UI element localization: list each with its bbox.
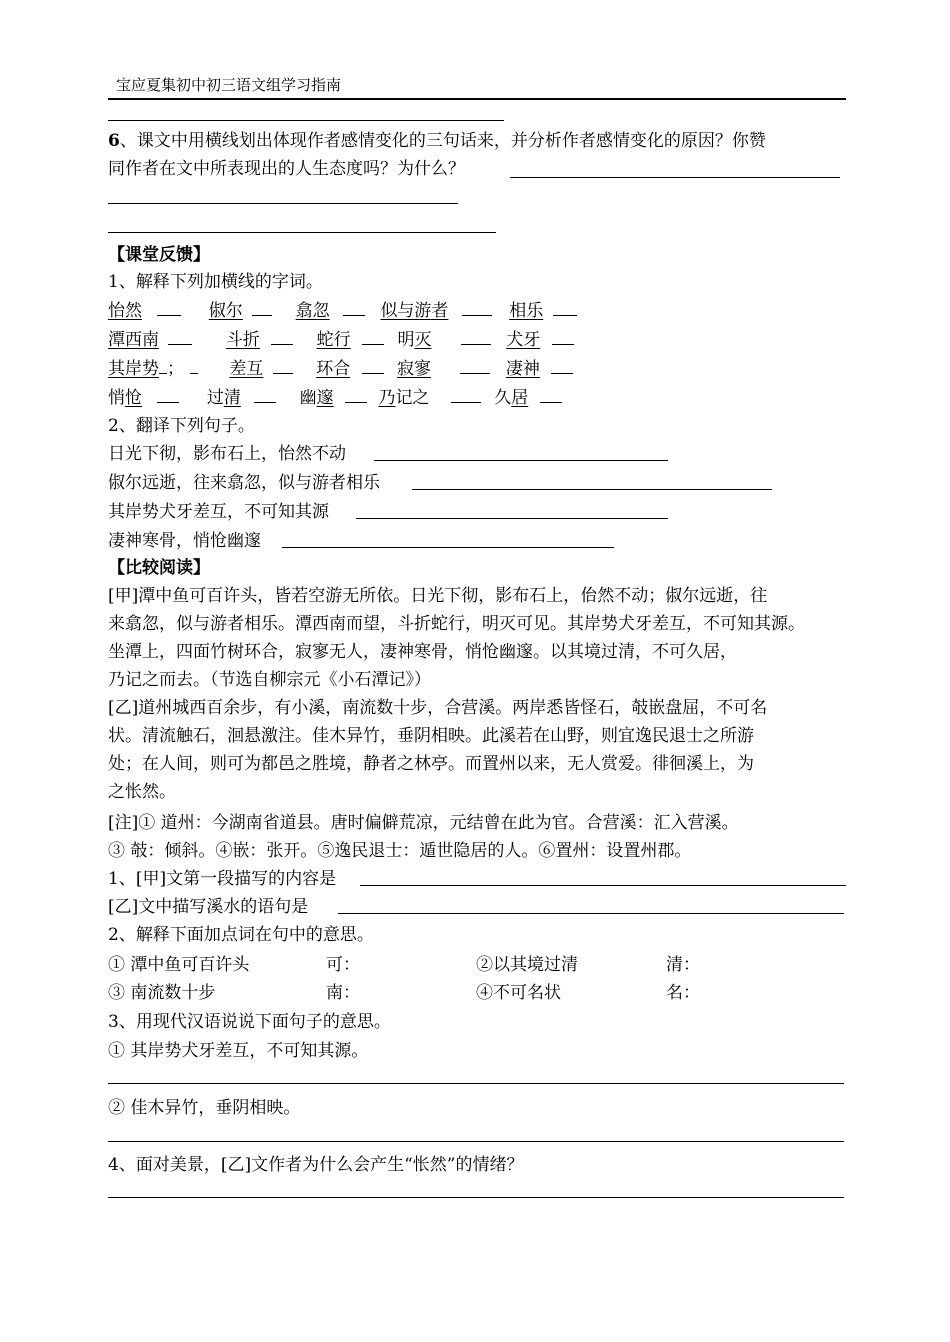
compare-q3a: ① 其岸势犬牙差互，不可知其源。 bbox=[108, 1041, 369, 1061]
passage-jia-line: 乃记之而去。（节选自柳宗元《小石潭记》） bbox=[108, 670, 431, 690]
blank bbox=[540, 384, 562, 403]
notes-line: [注]① 道州：今湖南省道县。唐时偏僻荒凉，元结曾在此为官。合营溪：汇入营溪。 bbox=[108, 813, 739, 833]
compare-q1b: [乙]文中描写溪水的语句是 bbox=[108, 897, 309, 917]
blank bbox=[157, 384, 179, 403]
compare-q4: 4、面对美景，[乙]文作者为什么会产生“怅然”的情绪？ bbox=[108, 1155, 524, 1175]
compare-q1a: 1、[甲]文第一段描写的内容是 bbox=[108, 869, 337, 889]
blank bbox=[252, 297, 272, 316]
q2-item-word: 名： bbox=[666, 983, 700, 1003]
answer-line bbox=[108, 203, 458, 204]
sentence-3: 其岸势犬牙差互，不可知其源 bbox=[108, 502, 329, 522]
compare-q2: 2、解释下面加点词在句中的意思。 bbox=[108, 925, 374, 945]
passage-yi-line: 状。清流触石，洄悬激注。佳木异竹，垂阴相映。此溪若在山野，则宜逸民退士之所游 bbox=[108, 726, 754, 746]
answer-line bbox=[412, 489, 772, 490]
blank bbox=[345, 384, 367, 403]
answer-line bbox=[108, 1083, 844, 1084]
section-heading-compare: 【比较阅读】 bbox=[108, 558, 210, 578]
compare-q3: 3、用现代汉语说说下面句子的意思。 bbox=[108, 1012, 391, 1032]
q2-item-phrase: ① 潭中鱼可百许头 bbox=[108, 955, 250, 975]
header-title: 宝应夏集初中初三语文组学习指南 bbox=[116, 76, 342, 94]
sentence-2: 俶尔远逝，往来翕忽，似与游者相乐 bbox=[108, 473, 380, 493]
blank bbox=[273, 355, 293, 374]
blank bbox=[553, 297, 577, 316]
passage-yi-line: 处；在人间，则可为都邑之胜境，静者之林亭。而置州以来，无人赏爱。徘徊溪上，为 bbox=[108, 754, 754, 774]
q2-item-word: 可： bbox=[326, 955, 360, 975]
answer-line bbox=[374, 460, 668, 461]
answer-line bbox=[108, 232, 496, 233]
feedback-q2: 2、翻译下列句子。 bbox=[108, 416, 255, 436]
blank bbox=[271, 326, 293, 345]
blank bbox=[190, 355, 198, 374]
word-row-1: 怡然 俶尔 翕忽 似与游者 相乐 bbox=[108, 297, 577, 324]
passage-jia-line: 来翕忽，似与游者相乐。潭西南而望，斗折蛇行，明灭可见。其岸势犬牙差互，不可知其源。 bbox=[108, 614, 805, 634]
notes-line: ③ 攲：倾斜。④嵌：张开。⑤逸民退士：遁世隐居的人。⑥置州：设置州郡。 bbox=[108, 841, 692, 861]
passage-yi-line: 之怅然。 bbox=[108, 782, 176, 802]
answer-line bbox=[282, 547, 614, 548]
answer-line bbox=[108, 1141, 844, 1142]
answer-line bbox=[510, 177, 840, 178]
word-row-3: 其岸势 ； 差互 环合 寂寥 凄神 bbox=[108, 355, 573, 382]
q6-line2: 同作者在文中所表现出的人生态度吗？为什么？ bbox=[108, 159, 465, 179]
passage-jia-line: 坐潭上，四面竹树环合，寂寥无人，凄神寒骨，悄怆幽邃。以其境过清，不可久居， bbox=[108, 642, 737, 662]
word-row-2: 潭西南 斗折 蛇行 明灭 犬牙 bbox=[108, 326, 574, 353]
q6-line1: 6、课文中用横线划出体现作者感情变化的三句话来，并分析作者感情变化的原因？你赞 bbox=[108, 131, 766, 151]
blank bbox=[362, 355, 384, 374]
answer-line bbox=[356, 518, 668, 519]
blank bbox=[362, 326, 384, 345]
sentence-4: 凄神寒骨，悄怆幽邃 bbox=[108, 531, 261, 551]
passage-jia-line: [甲]潭中鱼可百许头，皆若空游无所依。日光下彻，影布石上，佁然不动；俶尔远逝，往 bbox=[108, 586, 768, 606]
blank bbox=[460, 355, 490, 374]
page-header bbox=[108, 74, 846, 100]
answer-line bbox=[108, 1197, 844, 1198]
blank bbox=[343, 297, 365, 316]
sentence-1: 日光下彻，影布石上，怡然不动 bbox=[108, 444, 346, 464]
blank bbox=[551, 355, 573, 374]
blank bbox=[461, 326, 491, 345]
answer-line bbox=[360, 885, 846, 886]
q2-item-phrase: ②以其境过清 bbox=[476, 955, 578, 975]
blank bbox=[168, 326, 192, 345]
q2-item-word: 南： bbox=[326, 983, 360, 1003]
answer-line bbox=[338, 913, 844, 914]
passage-yi-line: [乙]道州城西百余步，有小溪，南流数十步，合营溪。两岸悉皆怪石，攲嵌盘屈，不可名 bbox=[108, 698, 768, 718]
q2-item-phrase: ④不可名状 bbox=[476, 983, 561, 1003]
compare-q3b: ② 佳木异竹，垂阴相映。 bbox=[108, 1098, 301, 1118]
blank bbox=[157, 297, 181, 316]
answer-line bbox=[108, 120, 504, 121]
q2-item-word: 清： bbox=[666, 955, 700, 975]
blank bbox=[462, 297, 492, 316]
q6-number: 6 bbox=[108, 131, 120, 151]
feedback-q1: 1、解释下列加横线的字词。 bbox=[108, 272, 323, 292]
blank bbox=[552, 326, 574, 345]
blank bbox=[254, 384, 276, 403]
q2-item-phrase: ③ 南流数十步 bbox=[108, 983, 216, 1003]
section-heading-feedback: 【课堂反馈】 bbox=[108, 245, 210, 265]
blank bbox=[159, 355, 167, 374]
word-row-4: 悄怆 过清 幽邃 乃记之 久居 bbox=[108, 384, 562, 411]
blank bbox=[451, 384, 481, 403]
